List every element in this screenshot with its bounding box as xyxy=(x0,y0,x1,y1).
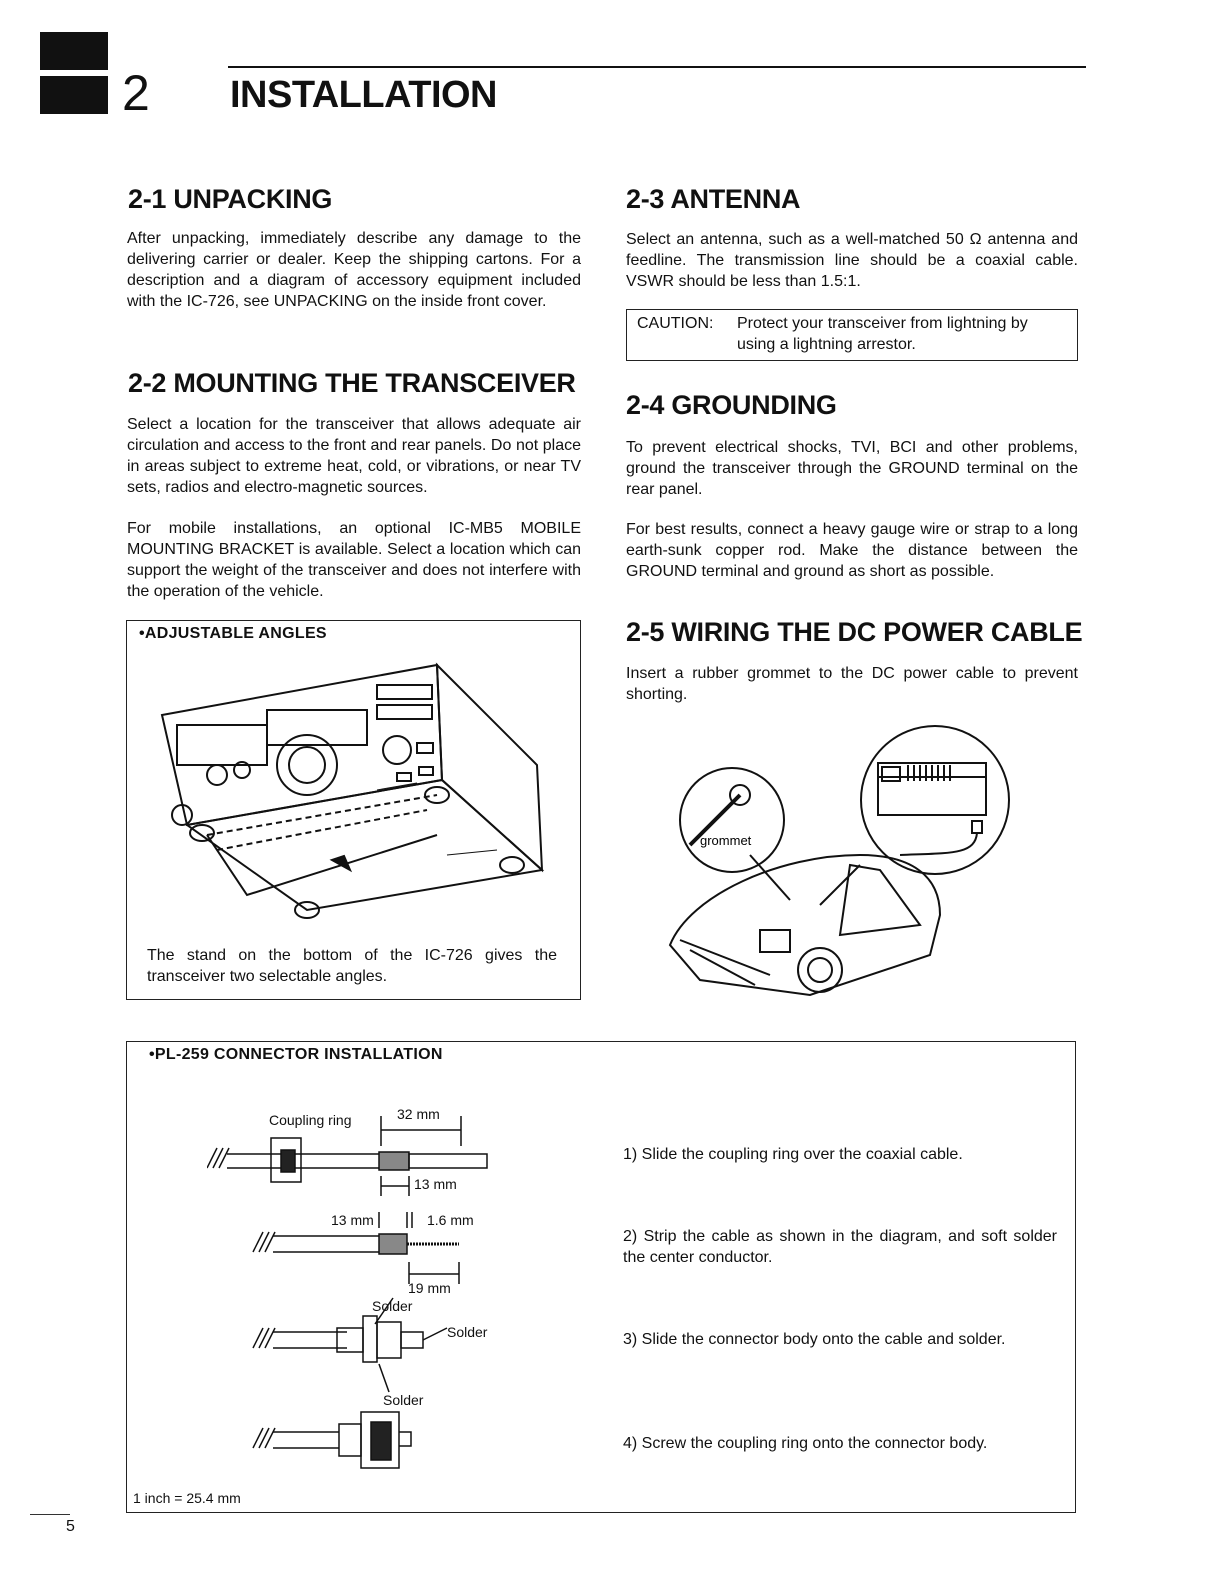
pl259-box xyxy=(126,1041,1076,1513)
section-title-dc-power: 2-5 WIRING THE DC POWER CABLE xyxy=(626,617,1083,647)
grounding-text-2: For best results, connect a heavy gauge wire or strap to a long earth-sunk copper rod. Make the distance between the GROUND terminal and ground as short as possible. xyxy=(626,521,1078,580)
dim-19mm: 19 mm xyxy=(408,1280,451,1296)
section-title-unpacking: 2-1 UNPACKING xyxy=(128,184,333,214)
pl259-footnote: 1 inch = 25.4 mm xyxy=(133,1490,241,1506)
dim-13mm-a: 13 mm xyxy=(414,1176,457,1192)
section-title-antenna: 2-3 ANTENNA xyxy=(626,184,801,214)
coupling-ring-label: Coupling ring xyxy=(269,1112,352,1128)
caution-label: CAUTION: xyxy=(637,315,714,332)
pl259-step-1: 1) Slide the coupling ring over the coaxial cable. xyxy=(623,1146,963,1163)
dc-power-text: Insert a rubber grommet to the DC power cable to prevent shorting. xyxy=(626,665,1078,703)
adjustable-angles-caption: The stand on the bottom of the IC-726 gives the transceiver two selectable angles. xyxy=(147,947,557,985)
solder-label-3: Solder xyxy=(383,1392,424,1408)
grounding-text-1: To prevent electrical shocks, TVI, BCI and other problems, ground the transceiver through the GROUND terminal on the rear panel. xyxy=(626,439,1078,498)
caution-line-1: Protect your transceiver from lightning by xyxy=(737,315,1028,332)
unpacking-text: After unpacking, immediately describe any damage to the delivering carrier or dealer. Keep the shipping cartons. For a description and a diagram of accessory equipment included with the IC-726, see UNPACKING on the inside front cover. xyxy=(127,230,581,310)
dim-1-6mm: 1.6 mm xyxy=(427,1212,474,1228)
adjustable-angles-box xyxy=(126,620,581,1000)
chapter-tab-marker xyxy=(40,32,108,70)
pl259-step-4: 4) Screw the coupling ring onto the connector body. xyxy=(623,1435,988,1452)
page-rule xyxy=(30,1514,70,1515)
transceiver-illustration xyxy=(157,655,577,945)
page-number: 5 xyxy=(66,1518,75,1535)
section-title-grounding: 2-4 GROUNDING xyxy=(626,390,837,420)
antenna-text: Select an antenna, such as a well-matched 50 Ω antenna and feedline. The transmission line should be a coaxial cable. VSWR should be less than 1.5:1. xyxy=(626,231,1078,290)
mounting-text-1: Select a location for the transceiver that allows adequate air circulation and access to the front and rear panels. Do not place in areas subject to extreme heat, cold, or vibrations, or near TV sets, radios and electro-magnetic sources. xyxy=(127,416,581,496)
dim-32mm: 32 mm xyxy=(397,1106,440,1122)
mounting-text-2: For mobile installations, an optional IC-MB5 MOBILE MOUNTING BRACKET is available. Select a location which can support the weight of the transceiver and does not interfere with the operation of the vehicle. xyxy=(127,520,581,600)
grommet-label: grommet xyxy=(700,833,752,848)
dim-13mm-b: 13 mm xyxy=(331,1212,374,1228)
pl259-title: •PL-259 CONNECTOR INSTALLATION xyxy=(149,1046,443,1063)
adjustable-angles-title: •ADJUSTABLE ANGLES xyxy=(139,625,327,642)
solder-label-2: Solder xyxy=(447,1324,488,1340)
pl259-diagram xyxy=(207,1102,537,1482)
section-title-mounting: 2-2 MOUNTING THE TRANSCEIVER xyxy=(128,368,576,398)
chapter-number: 2 xyxy=(122,65,150,121)
solder-label-1: Solder xyxy=(372,1298,413,1314)
pl259-step-3: 3) Slide the connector body onto the cable and solder. xyxy=(623,1331,1006,1348)
pl259-step-2: 2) Strip the cable as shown in the diagram, and soft solder the center conductor. xyxy=(623,1228,1057,1266)
car-wiring-illustration xyxy=(660,725,1020,1005)
header-rule xyxy=(228,66,1086,68)
chapter-title: INSTALLATION xyxy=(230,74,497,116)
caution-line-2: using a lightning arrestor. xyxy=(737,336,916,353)
caution-box xyxy=(626,309,1078,361)
chapter-tab-marker xyxy=(40,76,108,114)
